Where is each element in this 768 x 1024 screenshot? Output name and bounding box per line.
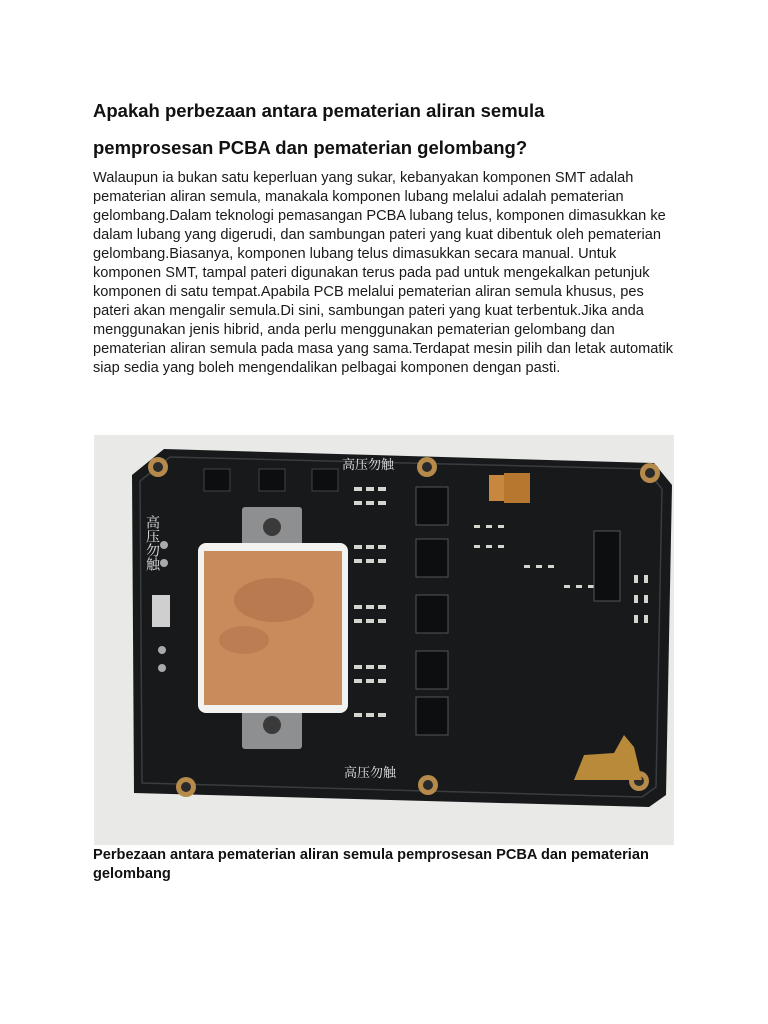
copper-pad: [204, 551, 342, 705]
body-paragraph: Walaupun ia bukan satu keperluan yang sukar, kebanyakan komponen SMT adalah pematerian aliran semula, manakala komponen lubang melalui adalah pematerian gelombang.Dalam teknologi pemasangan PCBA lubang telus, komponen dimasukkan ke dalam lubang yang digerudi, dan sambungan pateri yang kuat dibentuk oleh pematerian gelombang.Biasanya, komponen lubang telus dimasukkan secara manual. Untuk komponen SMT, tampal pateri digunakan terus pada pad untuk mengekalkan petunjuk komponen di satu tempat.Apabila PCB melalui pematerian aliran semula khusus, pes pateri akan mengalir semula.Di sini, sambungan pateri yang kuat terbentuk.Jika anda menggunakan jenis hibrid, anda perlu menggunakan pematerian gelombang dan pematerian aliran semula pada masa yang sama.Terdapat mesin pilih dan letak automatik siap sedia yang boleh mengendalikan pelbagai komponen dengan pasti.: [93, 170, 674, 376]
mounting-hole-icon: [176, 777, 196, 797]
silkscreen-top: 高压勿触: [342, 458, 395, 473]
mounting-hole-icon: [640, 463, 660, 483]
pcb-illustration: [94, 435, 674, 845]
silkscreen-bottom: 高压勿触: [344, 766, 397, 781]
mounting-hole-icon: [417, 457, 437, 477]
article: [93, 92, 683, 378]
title-line-2: pemprosesan PCBA dan pematerian gelombang?: [93, 137, 528, 158]
mounting-hole-icon: [148, 457, 168, 477]
pcb-photo: [94, 435, 674, 845]
title-line-1: Apakah perbezaan antara pematerian aliran semula: [93, 100, 545, 121]
silkscreen-left: 高压勿触: [144, 515, 160, 571]
article-title: [93, 92, 683, 166]
mounting-hole-icon: [418, 775, 438, 795]
photo-caption: Perbezaan antara pematerian aliran semula pemprosesan PCBA dan pematerian gelombang: [93, 847, 649, 882]
